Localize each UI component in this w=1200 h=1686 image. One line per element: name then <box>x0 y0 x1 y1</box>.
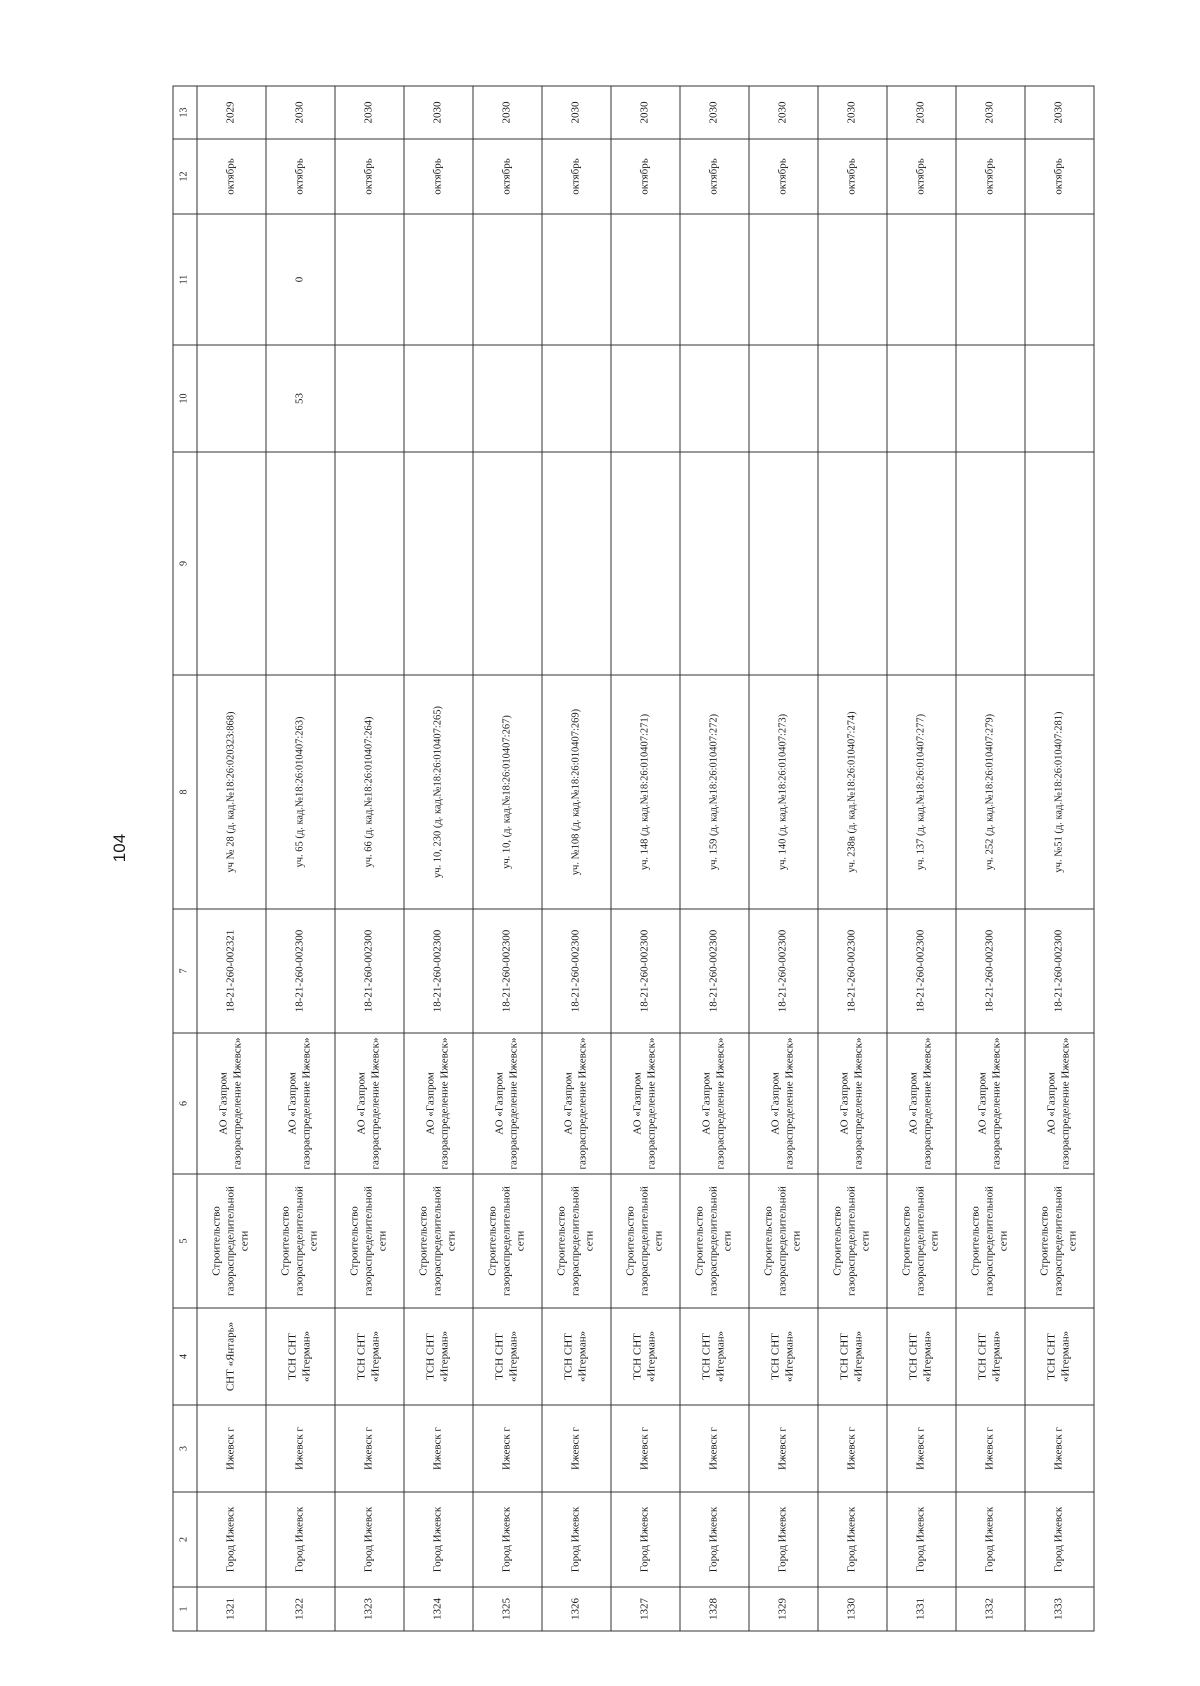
column-number: 6 <box>173 1033 197 1174</box>
column-11-cell <box>473 214 542 345</box>
table-row <box>542 86 611 1631</box>
column-10-cell <box>887 345 956 452</box>
permit-number-cell: 18-21-260-002300 <box>818 909 887 1033</box>
snt-name-cell: ТСН СНТ «Игерман» <box>956 1308 1025 1405</box>
organization-cell: АО «Газпром газораспределение Ижевск» <box>749 1033 818 1174</box>
table-row <box>749 86 818 1631</box>
permit-number-cell: 18-21-260-002300 <box>542 909 611 1033</box>
table-row <box>887 86 956 1631</box>
column-number: 1 <box>173 1587 197 1631</box>
settlement-cell: Ижевск г <box>611 1405 680 1492</box>
permit-number-cell: 18-21-260-002300 <box>335 909 404 1033</box>
settlement-cell: Ижевск г <box>887 1405 956 1492</box>
snt-name-cell: ТСН СНТ «Игерман» <box>404 1308 473 1405</box>
row-number-cell: 1332 <box>956 1587 1025 1631</box>
settlement-cell: Ижевск г <box>335 1405 404 1492</box>
table-row <box>266 86 335 1631</box>
month-cell: октябрь <box>404 139 473 214</box>
column-9-cell <box>542 452 611 675</box>
row-number-cell: 1322 <box>266 1587 335 1631</box>
table-row <box>473 86 542 1631</box>
month-cell: октябрь <box>611 139 680 214</box>
column-9-cell <box>335 452 404 675</box>
snt-name-cell: ТСН СНТ «Игерман» <box>749 1308 818 1405</box>
year-cell: 2030 <box>611 86 680 139</box>
municipality-cell: Город Ижевск <box>335 1492 404 1587</box>
organization-cell: АО «Газпром газораспределение Ижевск» <box>818 1033 887 1174</box>
column-11-cell <box>404 214 473 345</box>
permit-number-cell: 18-21-260-002300 <box>887 909 956 1033</box>
month-cell: октябрь <box>266 139 335 214</box>
municipality-cell: Город Ижевск <box>887 1492 956 1587</box>
year-cell: 2030 <box>542 86 611 139</box>
plot-cadastral-cell: уч. 159 (д. кад.№18:26:010407:272) <box>680 675 749 909</box>
municipality-cell: Город Ижевск <box>749 1492 818 1587</box>
column-10-cell <box>749 345 818 452</box>
snt-name-cell: ТСН СНТ «Игерман» <box>335 1308 404 1405</box>
row-number-cell: 1327 <box>611 1587 680 1631</box>
column-10-cell <box>473 345 542 452</box>
column-11-cell <box>818 214 887 345</box>
column-11-cell <box>335 214 404 345</box>
plot-cadastral-cell: уч. 66 (д. кад.№18:26:010407:264) <box>335 675 404 909</box>
page-number: 104 <box>110 833 129 863</box>
column-number: 13 <box>173 86 197 139</box>
organization-cell: АО «Газпром газораспределение Ижевск» <box>887 1033 956 1174</box>
column-11-cell <box>611 214 680 345</box>
column-9-cell <box>473 452 542 675</box>
settlement-cell: Ижевск г <box>1025 1405 1094 1492</box>
snt-name-cell: ТСН СНТ «Игерман» <box>266 1308 335 1405</box>
table-row <box>1025 86 1094 1631</box>
plot-cadastral-cell: уч. 140 (д. кад.№18:26:010407:273) <box>749 675 818 909</box>
column-9-cell <box>680 452 749 675</box>
column-9-cell <box>818 452 887 675</box>
year-cell: 2030 <box>749 86 818 139</box>
work-type-cell: Строительство газораспределительной сети <box>680 1174 749 1308</box>
table-row <box>818 86 887 1631</box>
snt-name-cell: ТСН СНТ «Игерман» <box>542 1308 611 1405</box>
plot-cadastral-cell: уч. 252 (д. кад.№18:26:010407:279) <box>956 675 1025 909</box>
organization-cell: АО «Газпром газораспределение Ижевск» <box>542 1033 611 1174</box>
row-number-cell: 1331 <box>887 1587 956 1631</box>
municipality-cell: Город Ижевск <box>197 1492 266 1587</box>
plot-cadastral-cell: уч. 10, (д. кад.№18:26:010407:267) <box>473 675 542 909</box>
column-number: 12 <box>173 139 197 214</box>
column-11-cell <box>680 214 749 345</box>
column-9-cell <box>611 452 680 675</box>
settlement-cell: Ижевск г <box>404 1405 473 1492</box>
column-9-cell <box>956 452 1025 675</box>
month-cell: октябрь <box>1025 139 1094 214</box>
settlement-cell: Ижевск г <box>818 1405 887 1492</box>
work-type-cell: Строительство газораспределительной сети <box>197 1174 266 1308</box>
municipality-cell: Город Ижевск <box>542 1492 611 1587</box>
table-row <box>197 86 266 1631</box>
municipality-cell: Город Ижевск <box>473 1492 542 1587</box>
column-9-cell <box>266 452 335 675</box>
municipality-cell: Город Ижевск <box>611 1492 680 1587</box>
column-9-cell <box>404 452 473 675</box>
snt-name-cell: ТСН СНТ «Игерман» <box>473 1308 542 1405</box>
column-number: 9 <box>173 452 197 675</box>
snt-name-cell: ТСН СНТ «Игерман» <box>680 1308 749 1405</box>
table-wrapper <box>172 86 1094 1631</box>
column-10-cell <box>542 345 611 452</box>
table-header <box>173 86 197 1631</box>
column-11-cell <box>1025 214 1094 345</box>
month-cell: октябрь <box>197 139 266 214</box>
settlement-cell: Ижевск г <box>197 1405 266 1492</box>
work-type-cell: Строительство газораспределительной сети <box>1025 1174 1094 1308</box>
settlement-cell: Ижевск г <box>266 1405 335 1492</box>
work-type-cell: Строительство газораспределительной сети <box>266 1174 335 1308</box>
column-number: 3 <box>173 1405 197 1492</box>
year-cell: 2030 <box>266 86 335 139</box>
table-row <box>680 86 749 1631</box>
organization-cell: АО «Газпром газораспределение Ижевск» <box>611 1033 680 1174</box>
organization-cell: АО «Газпром газораспределение Ижевск» <box>197 1033 266 1174</box>
column-9-cell <box>1025 452 1094 675</box>
row-number-cell: 1329 <box>749 1587 818 1631</box>
year-cell: 2030 <box>818 86 887 139</box>
year-cell: 2030 <box>335 86 404 139</box>
plot-cadastral-cell: уч. 10, 230 (д. кад.№18:26:010407:265) <box>404 675 473 909</box>
plot-cadastral-cell: уч. №51 (д. кад.№18:26:010407:281) <box>1025 675 1094 909</box>
row-number-cell: 1325 <box>473 1587 542 1631</box>
work-type-cell: Строительство газораспределительной сети <box>818 1174 887 1308</box>
permit-number-cell: 18-21-260-002300 <box>749 909 818 1033</box>
work-type-cell: Строительство газораспределительной сети <box>404 1174 473 1308</box>
work-type-cell: Строительство газораспределительной сети <box>473 1174 542 1308</box>
row-number-cell: 1330 <box>818 1587 887 1631</box>
row-number-cell: 1321 <box>197 1587 266 1631</box>
column-number: 11 <box>173 214 197 345</box>
column-11-cell: 0 <box>266 214 335 345</box>
column-number: 7 <box>173 909 197 1033</box>
snt-name-cell: ТСН СНТ «Игерман» <box>611 1308 680 1405</box>
table-row <box>956 86 1025 1631</box>
work-type-cell: Строительство газораспределительной сети <box>956 1174 1025 1308</box>
column-9-cell <box>887 452 956 675</box>
permit-number-cell: 18-21-260-002300 <box>1025 909 1094 1033</box>
column-11-cell <box>956 214 1025 345</box>
month-cell: октябрь <box>473 139 542 214</box>
row-number-cell: 1328 <box>680 1587 749 1631</box>
snt-name-cell: ТСН СНТ «Игерман» <box>818 1308 887 1405</box>
year-cell: 2030 <box>956 86 1025 139</box>
municipality-cell: Город Ижевск <box>404 1492 473 1587</box>
registry-table <box>172 85 1094 1631</box>
snt-name-cell: ТСН СНТ «Игерман» <box>887 1308 956 1405</box>
row-number-cell: 1333 <box>1025 1587 1094 1631</box>
organization-cell: АО «Газпром газораспределение Ижевск» <box>473 1033 542 1174</box>
table-row <box>335 86 404 1631</box>
header-row <box>173 86 197 1631</box>
month-cell: октябрь <box>887 139 956 214</box>
column-11-cell <box>749 214 818 345</box>
column-11-cell <box>197 214 266 345</box>
organization-cell: АО «Газпром газораспределение Ижевск» <box>404 1033 473 1174</box>
organization-cell: АО «Газпром газораспределение Ижевск» <box>956 1033 1025 1174</box>
municipality-cell: Город Ижевск <box>266 1492 335 1587</box>
column-10-cell <box>611 345 680 452</box>
row-number-cell: 1326 <box>542 1587 611 1631</box>
column-10-cell <box>197 345 266 452</box>
table-row <box>404 86 473 1631</box>
work-type-cell: Строительство газораспределительной сети <box>887 1174 956 1308</box>
organization-cell: АО «Газпром газораспределение Ижевск» <box>335 1033 404 1174</box>
settlement-cell: Ижевск г <box>956 1405 1025 1492</box>
month-cell: октябрь <box>542 139 611 214</box>
plot-cadastral-cell: уч. 238в (д. кад.№18:26:010407:274) <box>818 675 887 909</box>
plot-cadastral-cell: уч. 148 (д. кад.№18:26:010407:271) <box>611 675 680 909</box>
municipality-cell: Город Ижевск <box>680 1492 749 1587</box>
column-number: 8 <box>173 675 197 909</box>
plot-cadastral-cell: уч № 28 (д. кад.№18:26:020323:868) <box>197 675 266 909</box>
row-number-cell: 1324 <box>404 1587 473 1631</box>
municipality-cell: Город Ижевск <box>956 1492 1025 1587</box>
settlement-cell: Ижевск г <box>542 1405 611 1492</box>
column-10-cell <box>1025 345 1094 452</box>
table-body <box>197 86 1094 1631</box>
row-number-cell: 1323 <box>335 1587 404 1631</box>
year-cell: 2030 <box>887 86 956 139</box>
column-9-cell <box>749 452 818 675</box>
plot-cadastral-cell: уч. 65 (д. кад.№18:26:010407:263) <box>266 675 335 909</box>
column-10-cell <box>404 345 473 452</box>
month-cell: октябрь <box>335 139 404 214</box>
column-number: 4 <box>173 1308 197 1405</box>
year-cell: 2030 <box>680 86 749 139</box>
year-cell: 2030 <box>1025 86 1094 139</box>
plot-cadastral-cell: уч. 137 (д. кад.№18:26:010407:277) <box>887 675 956 909</box>
settlement-cell: Ижевск г <box>680 1405 749 1492</box>
column-10-cell <box>680 345 749 452</box>
column-number: 5 <box>173 1174 197 1308</box>
column-10-cell <box>956 345 1025 452</box>
work-type-cell: Строительство газораспределительной сети <box>335 1174 404 1308</box>
permit-number-cell: 18-21-260-002300 <box>404 909 473 1033</box>
permit-number-cell: 18-21-260-002300 <box>680 909 749 1033</box>
year-cell: 2029 <box>197 86 266 139</box>
column-11-cell <box>887 214 956 345</box>
column-9-cell <box>197 452 266 675</box>
year-cell: 2030 <box>404 86 473 139</box>
month-cell: октябрь <box>749 139 818 214</box>
column-number: 2 <box>173 1492 197 1587</box>
snt-name-cell: СНТ «Янтарь» <box>197 1308 266 1405</box>
permit-number-cell: 18-21-260-002300 <box>956 909 1025 1033</box>
month-cell: октябрь <box>956 139 1025 214</box>
work-type-cell: Строительство газораспределительной сети <box>611 1174 680 1308</box>
municipality-cell: Город Ижевск <box>1025 1492 1094 1587</box>
month-cell: октябрь <box>818 139 887 214</box>
municipality-cell: Город Ижевск <box>818 1492 887 1587</box>
snt-name-cell: ТСН СНТ «Игерман» <box>1025 1308 1094 1405</box>
permit-number-cell: 18-21-260-002300 <box>266 909 335 1033</box>
settlement-cell: Ижевск г <box>473 1405 542 1492</box>
settlement-cell: Ижевск г <box>749 1405 818 1492</box>
organization-cell: АО «Газпром газораспределение Ижевск» <box>266 1033 335 1174</box>
permit-number-cell: 18-21-260-002321 <box>197 909 266 1033</box>
month-cell: октябрь <box>680 139 749 214</box>
rotated-table-frame <box>172 86 1094 1631</box>
column-10-cell <box>335 345 404 452</box>
work-type-cell: Строительство газораспределительной сети <box>542 1174 611 1308</box>
plot-cadastral-cell: уч. №108 (д. кад.№18:26:010407:269) <box>542 675 611 909</box>
column-10-cell <box>818 345 887 452</box>
column-number: 10 <box>173 345 197 452</box>
organization-cell: АО «Газпром газораспределение Ижевск» <box>1025 1033 1094 1174</box>
column-11-cell <box>542 214 611 345</box>
table-row <box>611 86 680 1631</box>
column-10-cell: 53 <box>266 345 335 452</box>
permit-number-cell: 18-21-260-002300 <box>611 909 680 1033</box>
permit-number-cell: 18-21-260-002300 <box>473 909 542 1033</box>
work-type-cell: Строительство газораспределительной сети <box>749 1174 818 1308</box>
year-cell: 2030 <box>473 86 542 139</box>
organization-cell: АО «Газпром газораспределение Ижевск» <box>680 1033 749 1174</box>
